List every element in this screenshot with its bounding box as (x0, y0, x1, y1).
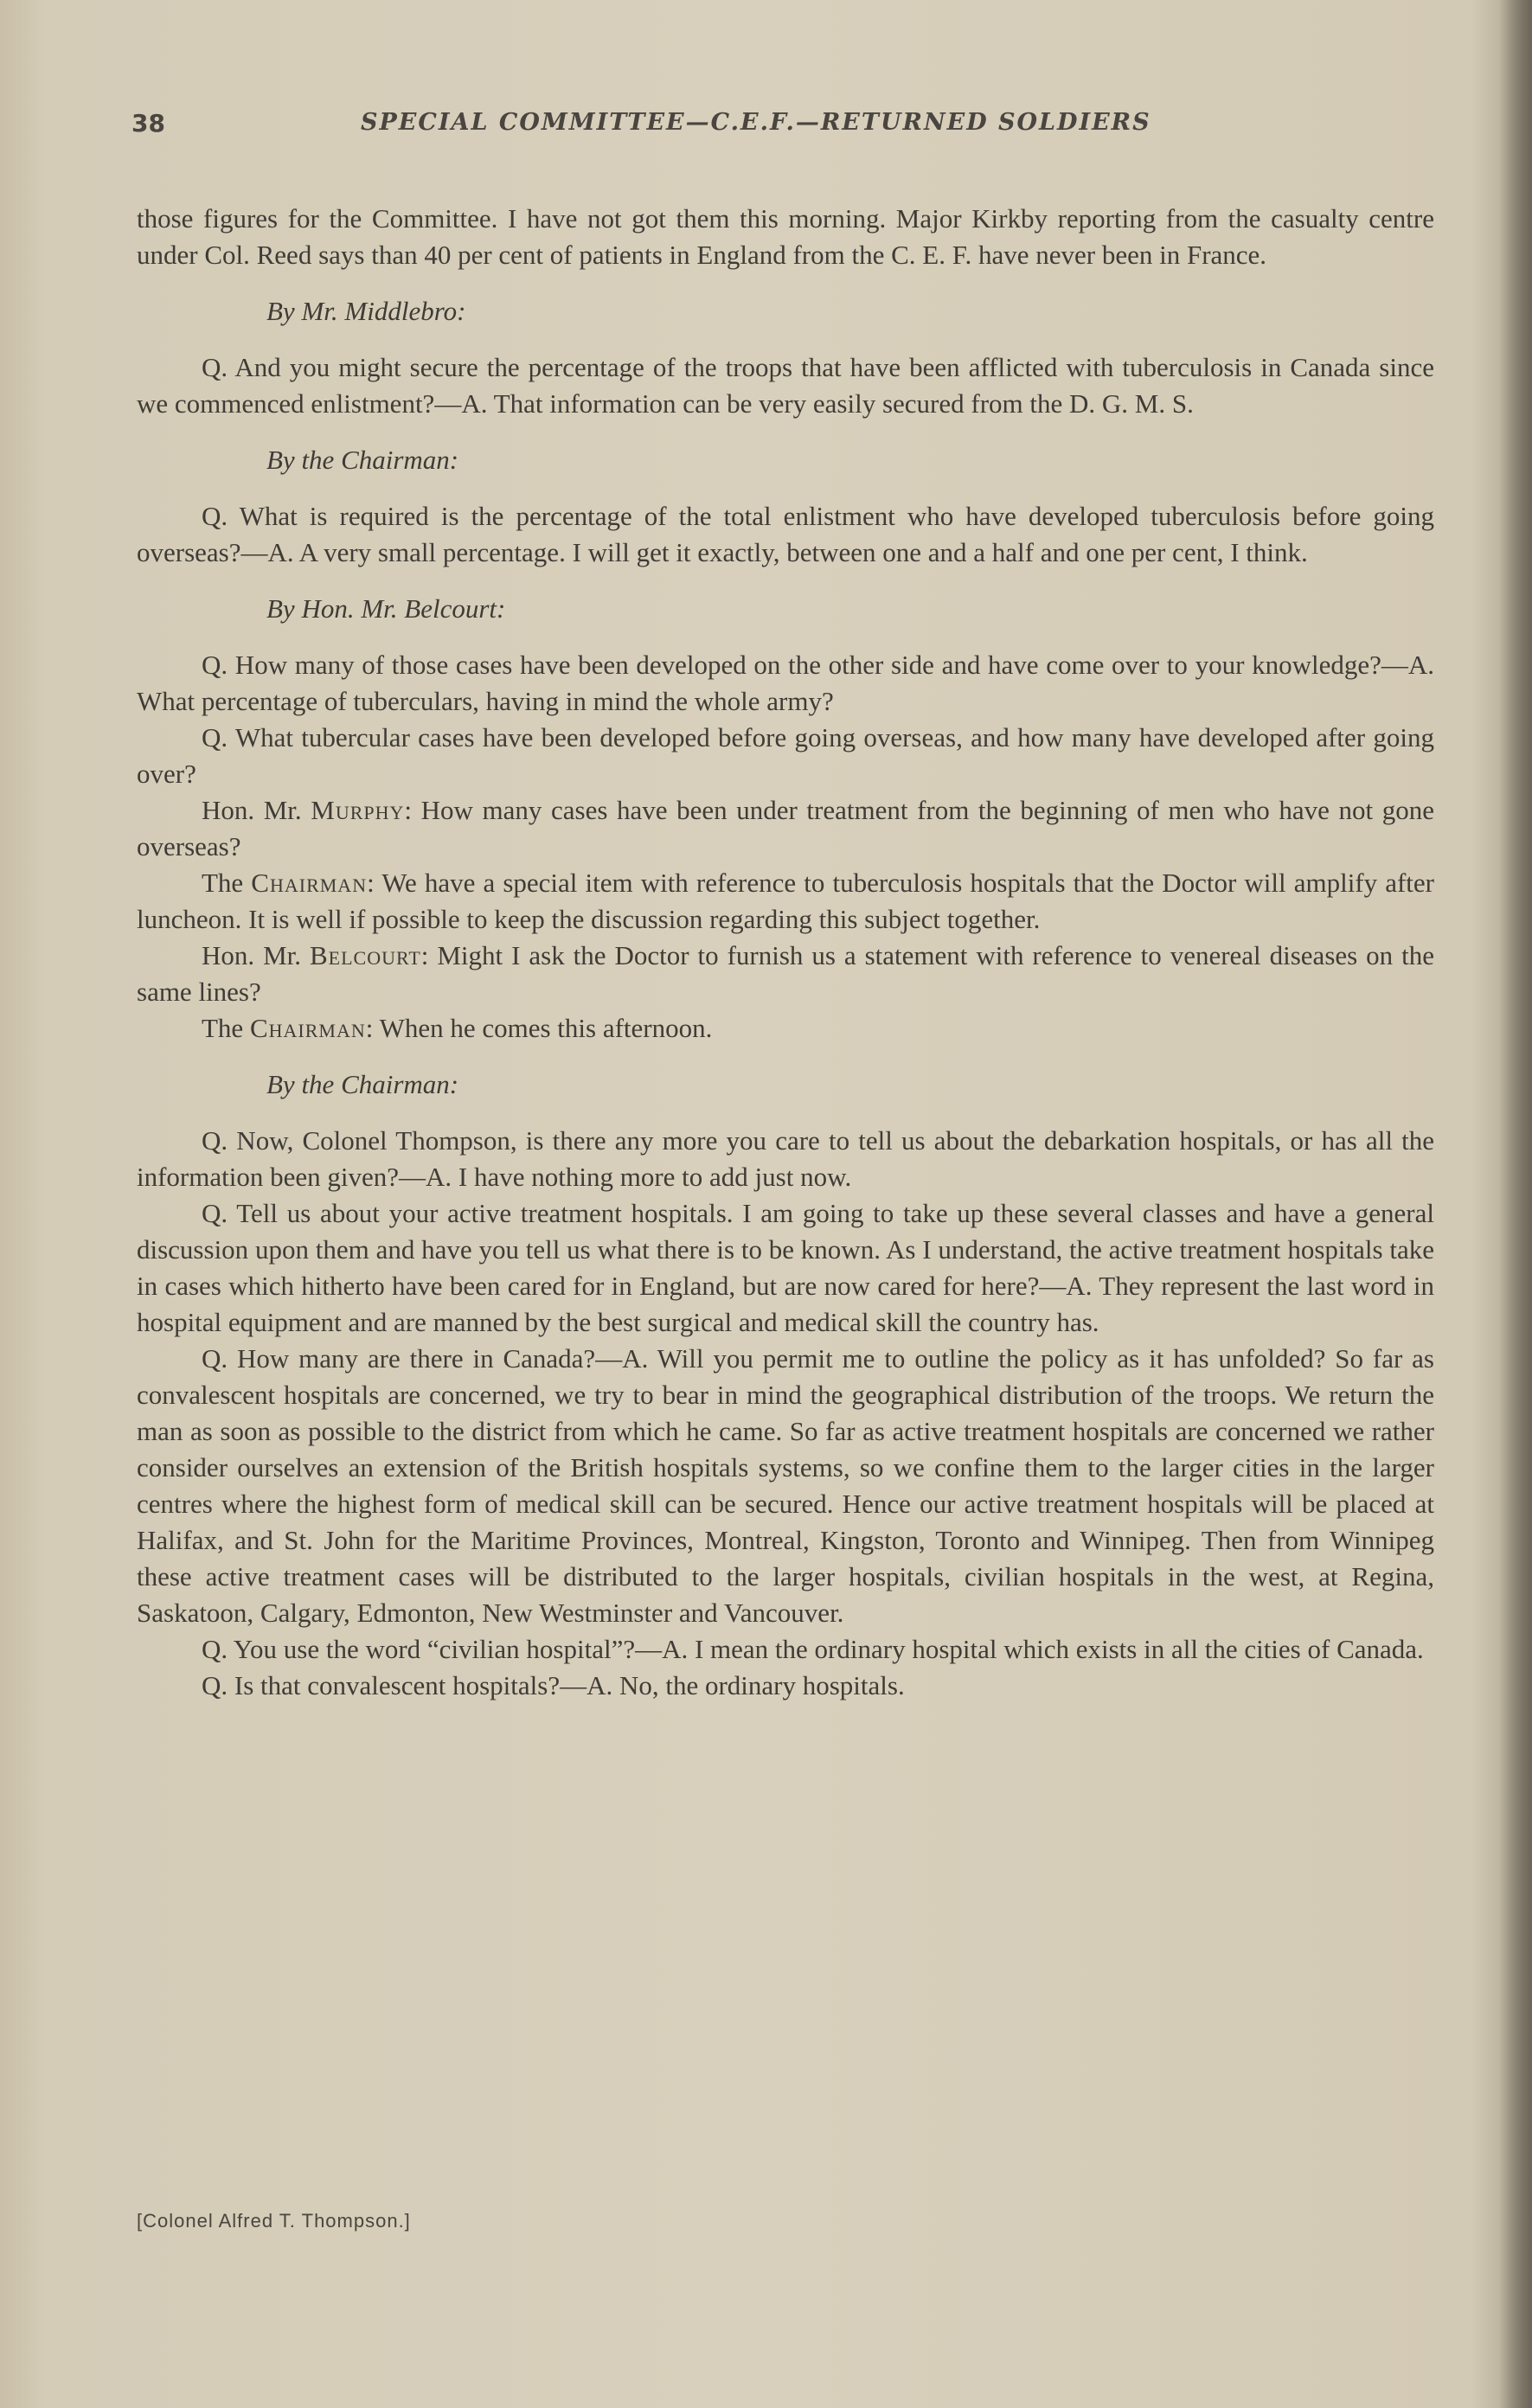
speaker-text: Might I ask the Doctor to furnish us a statement with reference to venereal diseases on the same lines? (137, 940, 1434, 1007)
speaker-name: Murphy (311, 795, 405, 825)
paragraph: Q. What tubercular cases have been developed before going overseas, and how many have developed after going over? (137, 722, 1434, 789)
speaker-prefix: The (202, 1013, 250, 1043)
section-heading: By Mr. Middlebro: (266, 296, 466, 326)
speaker-prefix: Hon. Mr. (202, 795, 311, 825)
paragraph: Q. How many of those cases have been developed on the other side and have come over to your knowledge?—A. What percentage of tuberculars, having in mind the whole army? (137, 650, 1434, 716)
speaker-name: Chairman (249, 1013, 366, 1043)
speaker-text: How many cases have been under treatment from the beginning of men who have not gone overseas? (137, 795, 1434, 861)
page-number: 38 (131, 109, 165, 138)
speaker-paragraph: Hon. Mr. Belcourt: Might I ask the Doctor to furnish us a statement with reference to venereal diseases on the same lines? (137, 940, 1434, 1007)
document-body (137, 201, 1434, 1704)
speaker-paragraph: Hon. Mr. Murphy: How many cases have been under treatment from the beginning of men who have not gone overseas? (137, 795, 1434, 861)
speaker-paragraph: The Chairman: When he comes this afternoon. (202, 1013, 713, 1043)
paragraph: Q. And you might secure the percentage of the troops that have been afflicted with tuberculosis in Canada since we commenced enlistment?—A. That information can be very easily secured from the D. G. M. S. (137, 352, 1434, 419)
running-head: SPECIAL COMMITTEE—C.E.F.—RETURNED SOLDIERS (361, 109, 1151, 136)
section-heading: By the Chairman: (266, 1069, 459, 1099)
paragraph: Q. Tell us about your active treatment hospitals. I am going to take up these several classes and have a general discussion upon them and have you tell us what there is to be known. As I understand, the active treatment hospitals take in cases which hitherto have been cared for in England, but are now cared for here?—A. They represent the last word in hospital equipment and are manned by the best surgical and medical skill the country has. (137, 1198, 1434, 1337)
page-edge-shadow (1499, 0, 1532, 2408)
page-header (131, 102, 1204, 145)
speaker-name: Belcourt (309, 940, 421, 970)
witness-footer: [Colonel Alfred T. Thompson.] (137, 2210, 411, 2232)
speaker-paragraph: The Chairman: We have a special item with reference to tuberculosis hospitals that the Doctor will amplify after luncheon. It is well if possible to keep the discussion regarding this subject together. (137, 868, 1434, 934)
section-heading: By the Chairman: (266, 445, 459, 475)
section-heading: By Hon. Mr. Belcourt: (266, 593, 506, 624)
paragraph: Q. How many are there in Canada?—A. Will you permit me to outline the policy as it has unfolded? So far as convalescent hospitals are concerned, we try to bear in mind the geographical distribution of the troops. We return the man as soon as possible to the district from which he came. So far as active treatment hospitals are concerned we rather consider ourselves an extension of the British hospitals systems, so we confine them to the larger cities in the larger centres where the highest form of medical skill can be secured. Hence our active treatment hospitals will be placed at Halifax, and St. John for the Maritime Provinces, Montreal, Kingston, Toronto and Winnipeg. Then from Winnipeg these active treatment cases will be distributed to the larger hospitals, civilian hospitals in the west, at Regina, Saskatoon, Calgary, Edmonton, New Westminster and Vancouver. (137, 1343, 1434, 1628)
paragraph: Q. You use the word “civilian hospital”?—A. I mean the ordinary hospital which exists in all the cities of Canada. (202, 1634, 1424, 1664)
speaker-text: When he comes this afternoon. (379, 1013, 713, 1043)
paragraph: those figures for the Committee. I have not got them this morning. Major Kirkby reporting from the casualty centre under Col. Reed says than 40 per cent of patients in England from the C. E. F. have never been in France. (137, 203, 1434, 270)
paragraph: Q. Is that convalescent hospitals?—A. No, the ordinary hospitals. (202, 1670, 905, 1700)
paragraph: Q. Now, Colonel Thompson, is there any more you care to tell us about the debarkation hospitals, or has all the information been given?—A. I have nothing more to add just now. (137, 1125, 1434, 1192)
speaker-text: We have a special item with reference to tuberculosis hospitals that the Doctor will amplify after luncheon. It is well if possible to keep the discussion regarding this subject together. (137, 868, 1434, 934)
speaker-prefix: The (202, 868, 252, 898)
speaker-prefix: Hon. Mr. (202, 940, 310, 970)
paragraph: Q. What is required is the percentage of the total enlistment who have developed tuberculosis before going overseas?—A. A very small percentage. I will get it exactly, between one and a half and one per cent, I think. (137, 501, 1434, 567)
speaker-name: Chairman (251, 868, 368, 898)
